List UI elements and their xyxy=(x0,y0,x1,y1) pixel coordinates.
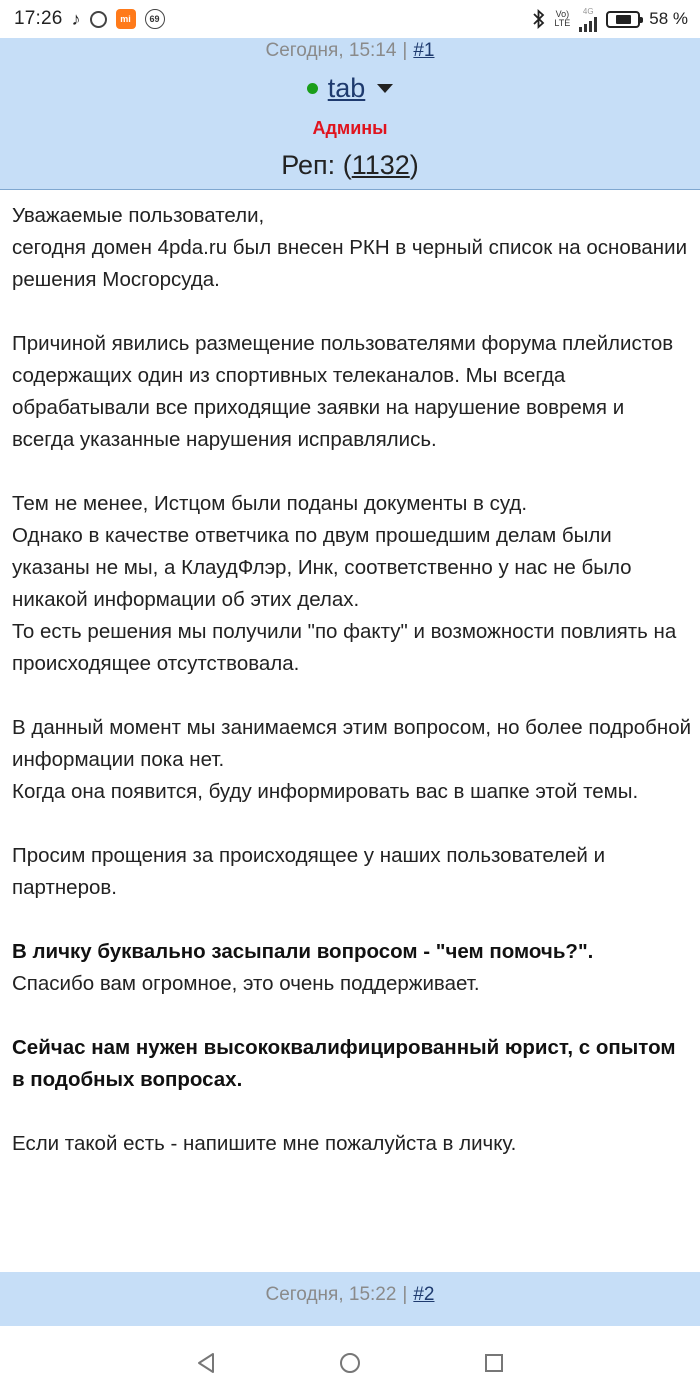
post-text-line: сегодня домен 4pda.ru был внесен РКН в черный список на основании решения Мосгорсуда. xyxy=(12,236,688,291)
status-bar-right xyxy=(533,7,688,32)
post-text-line: Если такой есть - напишите мне пожалуйста в личку. xyxy=(12,1132,517,1155)
post-bold-line xyxy=(12,936,692,968)
paragraph-gap xyxy=(12,680,692,712)
post-text-line: Однако в качестве ответчика по двум прошедшим делам были указаны не мы, а КлаудФлэр, Инк, соответственно у нас не было никакой информации об этих делах. xyxy=(12,524,632,611)
clock: 17:26 xyxy=(14,8,63,29)
next-post-separator: | xyxy=(402,1284,408,1305)
post-number-link[interactable]: #1 xyxy=(413,40,435,61)
battery-fill xyxy=(616,15,631,24)
author-reputation xyxy=(0,150,700,181)
network-type-icon xyxy=(554,10,570,28)
rep-value-link[interactable]: 1132 xyxy=(351,150,410,180)
status-bar xyxy=(0,0,700,38)
next-post-date: Сегодня, 15:22 xyxy=(265,1284,397,1305)
badge-69-icon: 69 xyxy=(145,9,165,29)
bold-text: Сейчас нам нужен высококвалифицированный юрист, с опытом в подобных вопросах. xyxy=(12,1036,676,1091)
post-text-line: Причиной явились размещение пользователями форума плейлистов содержащих один из спортивных телеканалов. Мы всегда обрабатывали все приходящие заявки на нарушение вовремя и всегда указанные нарушения исправлялись. xyxy=(12,332,674,451)
post-date-row xyxy=(0,38,700,64)
post-text-line: Просим прощения за происходящее у наших пользователей и партнеров. xyxy=(12,844,606,899)
author-group: Админы xyxy=(312,118,388,138)
status-bar-left xyxy=(14,8,165,30)
paragraph-gap xyxy=(12,1000,692,1032)
home-icon[interactable] xyxy=(338,1351,362,1375)
battery-percent: 58 % xyxy=(649,9,688,28)
recents-icon[interactable] xyxy=(482,1351,506,1375)
paragraph-gap xyxy=(12,808,692,840)
rep-close: ) xyxy=(409,150,419,180)
post-text-line: Уважаемые пользователи, xyxy=(12,204,265,227)
mi-icon: mi xyxy=(116,9,136,29)
post-author-row xyxy=(0,70,700,106)
bluetooth-icon xyxy=(533,9,545,29)
online-status-icon xyxy=(307,83,318,94)
rep-label: Реп: xyxy=(281,150,336,180)
paragraph-gap xyxy=(12,904,692,936)
battery-icon xyxy=(606,11,640,28)
paragraph-gap xyxy=(12,456,692,488)
network-gen-label: 4G xyxy=(582,6,594,16)
tiktok-icon: ♪ xyxy=(71,8,81,29)
post-header xyxy=(0,38,700,190)
post-author-link[interactable]: tab xyxy=(327,72,366,103)
circle-app-icon xyxy=(90,11,107,28)
post-date: Сегодня, 15:14 xyxy=(265,40,397,61)
author-menu-caret-icon[interactable] xyxy=(377,84,393,93)
rep-open: ( xyxy=(342,150,352,180)
post-text-line: Тем не менее, Истцом были поданы документы в суд. xyxy=(12,492,528,515)
post-text-line: Спасибо вам огромное, это очень поддерживает. xyxy=(12,972,480,995)
post-separator: | xyxy=(402,40,408,61)
post-text-line: В данный момент мы занимаемся этим вопросом, но более подробной информации пока нет. xyxy=(12,716,692,771)
post-bold-line xyxy=(12,1032,692,1096)
bold-text: В личку буквально засыпали вопросом - "чем помочь?". xyxy=(12,940,594,963)
next-post-header xyxy=(0,1272,700,1332)
signal-icon xyxy=(579,7,597,32)
network-volte-label: Vo) xyxy=(555,9,570,19)
post-body xyxy=(12,200,692,1160)
network-lte-label: LTE xyxy=(554,18,571,28)
next-post-date-row xyxy=(0,1282,700,1308)
paragraph-gap xyxy=(12,296,692,328)
post-text-line: Когда она появится, буду информировать вас в шапке этой темы. xyxy=(12,780,639,803)
navigation-bar xyxy=(0,1326,700,1400)
next-post-number-link[interactable]: #2 xyxy=(413,1284,435,1305)
post-text-line: То есть решения мы получили "по факту" и возможности повлиять на происходящее отсутствовала. xyxy=(12,620,677,675)
back-icon[interactable] xyxy=(194,1351,218,1375)
paragraph-gap xyxy=(12,1096,692,1128)
